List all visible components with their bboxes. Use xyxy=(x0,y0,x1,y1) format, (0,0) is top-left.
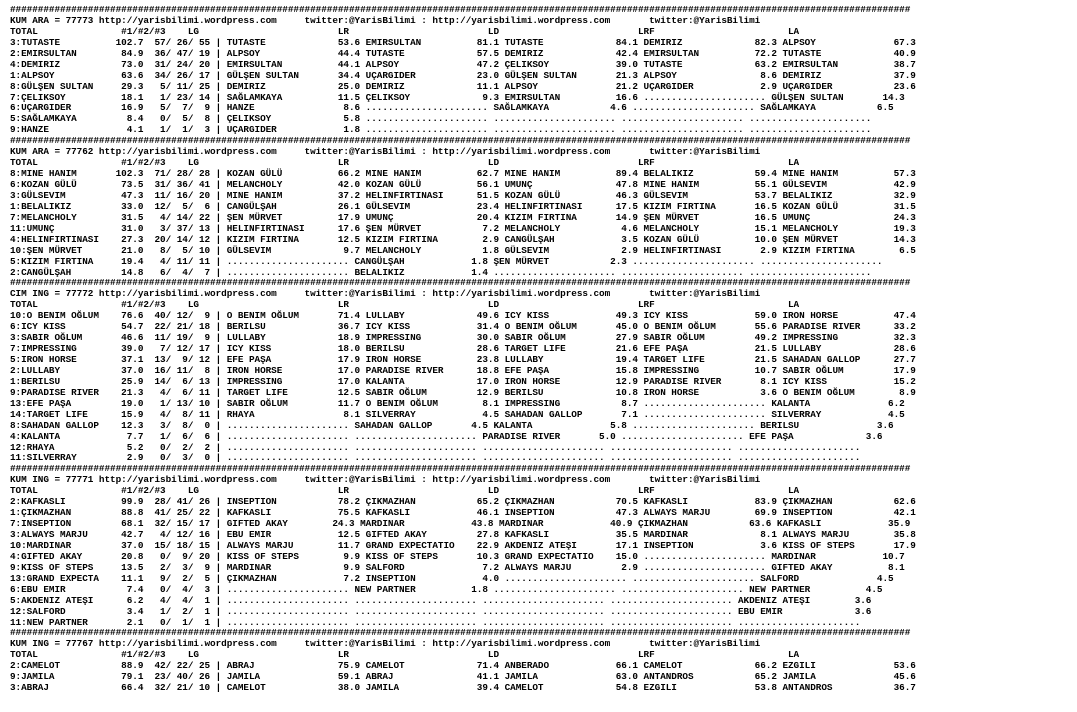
report-line: 12:SALFORD 3.4 1/ 2/ 1 | ...................... ...................... ...................... ...................... EBU EMIR 3.6 xyxy=(10,605,872,617)
report-line: TOTAL #1/#2/#3 LG LR LD LRF LA xyxy=(10,157,800,169)
report-line: 2:LULLABY 37.0 16/ 11/ 8 | IRON HORSE 17.0 PARADISE RIVER 18.8 EFE PAŞA 15.8 IMPRESSING 10.7 SABIR OĞLUM 17.9 xyxy=(10,364,916,376)
report-line: TOTAL #1/#2/#3 LG LR LD LRF LA xyxy=(10,485,800,497)
report-line: 3:ALWAYS MARJU 42.7 4/ 12/ 16 | EBU EMIR 12.5 GIFTED AKAY 27.8 KAFKASLI 35.5 MARDINAR 8.1 ALWAYS MARJU 35.8 xyxy=(10,529,916,540)
report-line: KUM ARA = 77762 http://yarisbilimi.wordpress.com twitter:@YarisBilimi : http://yarisbilimi.wordpress.com twitter:@YarisBilimi xyxy=(10,146,761,158)
report-line: ################################################################################################################################################################## xyxy=(10,463,911,475)
report-line: 9:JAMILA 79.1 23/ 40/ 26 | JAMILA 59.1 ABRAJ 41.1 JAMILA 63.0 ANTANDROS 65.2 JAMILA 45.6 xyxy=(10,671,916,683)
report-line: CIM ING = 77772 http://yarisbilimi.wordpress.com twitter:@YarisBilimi : http://yarisbilimi.wordpress.com twitter:@YarisBilimi xyxy=(10,288,761,300)
report-line: TOTAL #1/#2/#3 LG LR LD LRF LA xyxy=(10,299,800,311)
report-line: 13:EFE PAŞA 19.0 1/ 13/ 10 | SABIR OĞLUM 11.7 O BENIM OĞLUM 8.1 IMPRESSING 8.7 ...................... KALANTA 6.2 xyxy=(10,397,905,409)
report-line: 1:ALPSOY 63.6 34/ 26/ 17 | GÜLŞEN SULTAN 34.4 UÇARGIDER 23.0 GÜLŞEN SULTAN 21.3 ALPSOY 8.6 DEMIRIZ 37.9 xyxy=(10,69,916,81)
report-line: 1:ÇIKMAZHAN 88.8 41/ 25/ 22 | KAFKASLI 75.5 KAFKASLI 46.1 INSEPTION 47.3 ALWAYS MARJU 69.9 INSEPTION 42.1 xyxy=(10,507,916,519)
report-line: 4:DEMIRIZ 73.0 31/ 24/ 20 | EMIRSULTAN 44.1 ALPSOY 47.2 ÇELIKSOY 39.0 TUTASTE 63.2 EMIRSULTAN 38.7 xyxy=(10,58,916,70)
report-line: 6:UÇARGIDER 16.9 5/ 7/ 9 | HANZE 8.6 ...................... SAĞLAMKAYA 4.6 ...................... SAĞLAMKAYA 6.5 xyxy=(10,102,894,114)
report-line: 3:ABRAJ 66.4 32/ 21/ 10 | CAMELOT 38.0 JAMILA 39.4 CAMELOT 54.8 EZGILI 53.8 ANTANDROS 36.7 xyxy=(10,682,916,694)
report-line: 14:TARGET LIFE 15.9 4/ 8/ 11 | RHAYA 8.1 SILVERRAY 4.5 SAHADAN GALLOP 7.1 ...................... SILVERRAY 4.5 xyxy=(10,408,905,420)
report-line: TOTAL #1/#2/#3 LG LR LD LRF LA xyxy=(10,649,800,661)
report-line: 4:HELINFIRTINASI 27.3 20/ 14/ 12 | KIZIM FIRTINA 12.5 KIZIM FIRTINA 2.9 CANGÜLŞAH 3.5 KOZAN GÜLÜ 10.0 ŞEN MÜRVET 14.3 xyxy=(10,233,916,245)
report-line: 11:UMUNÇ 31.0 3/ 37/ 13 | HELINFIRTINASI 17.6 ŞEN MÜRVET 7.2 MELANCHOLY 4.6 MELANCHOLY 15.1 MELANCHOLY 19.3 xyxy=(10,222,916,234)
race-statistics-report xyxy=(10,5,916,694)
report-line: KUM ARA = 77773 http://yarisbilimi.wordpress.com twitter:@YarisBilimi : http://yarisbilimi.wordpress.com twitter:@YarisBilimi xyxy=(10,14,761,26)
report-line: 3:GÜLSEVIM 47.3 11/ 16/ 20 | MINE HANIM 37.2 HELINFIRTINASI 51.5 KOZAN GÜLÜ 46.3 GÜLSEVIM 53.7 BELALIKIZ 32.9 xyxy=(10,189,916,201)
report-line: 8:MINE HANIM 102.3 71/ 28/ 28 | KOZAN GÜLÜ 66.2 MINE HANIM 62.7 MINE HANIM 89.4 BELALIKIZ 59.4 MINE HANIM 57.3 xyxy=(10,168,916,180)
report-line: 6:ICY KISS 54.7 22/ 21/ 18 | BERILSU 36.7 ICY KISS 31.4 O BENIM OĞLUM 45.0 O BENIM OĞLUM 55.6 PARADISE RIVER 33.2 xyxy=(10,321,916,333)
report-line: 2:CANGÜLŞAH 14.8 6/ 4/ 7 | ...................... BELALIKIZ 1.4 ...................... ...................... ...................... xyxy=(10,266,872,278)
report-line: 4:KALANTA 7.7 1/ 6/ 6 | ...................... ...................... PARADISE RIVER 5.0 ...................... EFE PAŞA 3.6 xyxy=(10,430,883,442)
report-line: 5:AKDENIZ ATEŞI 6.2 4/ 4/ 1 | ...................... ...................... ...................... ...................... AKDENIZ ATEŞI 3.6 xyxy=(10,594,872,606)
report-line: 4:GIFTED AKAY 20.8 0/ 9/ 20 | KISS OF STEPS 9.9 KISS OF STEPS 10.3 GRAND EXPECTATIO 15.0 ...................... MARDINAR 10.7 xyxy=(10,550,905,562)
report-line: 6:EBU EMIR 7.4 0/ 4/ 3 | ...................... NEW PARTNER 1.8 ...................... ...................... NEW PARTNER 4.5 xyxy=(10,583,883,595)
report-line: ################################################################################################################################################################## xyxy=(10,4,911,15)
report-line: 7:ÇELIKSOY 18.1 1/ 23/ 14 | SAĞLAMKAYA 11.5 ÇELIKSOY 9.3 EMIRSULTAN 16.6 ...................... GÜLŞEN SULTAN 14.3 xyxy=(10,91,905,103)
report-line: 13:GRAND EXPECTA 11.1 9/ 2/ 5 | ÇIKMAZHAN 7.2 INSEPTION 4.0 ...................... ...................... SALFORD 4.5 xyxy=(10,572,894,584)
report-line: 7:IMPRESSING 39.0 7/ 12/ 17 | ICY KISS 18.0 BERILSU 28.6 TARGET LIFE 21.6 EFE PAŞA 21.5 LULLABY 28.6 xyxy=(10,343,916,355)
report-line: ################################################################################################################################################################## xyxy=(10,135,911,147)
report-line: ################################################################################################################################################################## xyxy=(10,627,911,639)
report-line: 3:SABIR OĞLUM 46.6 11/ 19/ 9 | LULLABY 18.9 IMPRESSING 30.0 SABIR OĞLUM 27.9 SABIR OĞLUM 49.2 IMPRESSING 32.3 xyxy=(10,332,916,344)
report-line: ################################################################################################################################################################## xyxy=(10,277,911,289)
report-line: 2:CAMELOT 88.9 42/ 22/ 25 | ABRAJ 75.9 CAMELOT 71.4 ANBERADO 66.1 CAMELOT 66.2 EZGILI 53.6 xyxy=(10,660,916,672)
report-line: 11:SILVERRAY 2.9 0/ 3/ 0 | ...................... ...................... ...................... ...................... ...................... xyxy=(10,452,861,464)
report-line: 6:KOZAN GÜLÜ 73.5 31/ 36/ 41 | MELANCHOLY 42.0 KOZAN GÜLÜ 56.1 UMUNÇ 47.8 MINE HANIM 55.1 GÜLSEVIM 42.9 xyxy=(10,179,916,190)
report-line: 8:GÜLŞEN SULTAN 29.3 5/ 11/ 25 | DEMIRIZ 25.0 DEMIRIZ 11.1 ALPSOY 21.2 UÇARGIDER 2.9 UÇARGIDER 23.6 xyxy=(10,80,916,92)
report-line: 2:KAFKASLI 99.9 28/ 41/ 26 | INSEPTION 78.2 ÇIKMAZHAN 65.2 ÇIKMAZHAN 70.5 KAFKASLI 83.9 ÇIKMAZHAN 62.6 xyxy=(10,496,916,508)
report-line: 12:RHAYA 5.2 0/ 2/ 2 | ...................... ...................... ...................... ...................... ...................... xyxy=(10,441,861,453)
report-line: 9:HANZE 4.1 1/ 1/ 3 | UÇARGIDER 1.8 ...................... ...................... ...................... ...................... xyxy=(10,124,872,136)
report-line: 7:MELANCHOLY 31.5 4/ 14/ 22 | ŞEN MÜRVET 17.9 UMUNÇ 20.4 KIZIM FIRTINA 14.9 ŞEN MÜRVET 16.5 UMUNÇ 24.3 xyxy=(10,211,916,223)
report-line: 7:INSEPTION 68.1 32/ 15/ 17 | GIFTED AKAY 24.3 MARDINAR 43.8 MARDINAR 40.9 ÇIKMAZHAN 63.6 KAFKASLI 35.9 xyxy=(10,518,911,530)
report-line: 5:IRON HORSE 37.1 13/ 9/ 12 | EFE PAŞA 17.9 IRON HORSE 23.8 LULLABY 19.4 TARGET LIFE 21.5 SAHADAN GALLOP 27.7 xyxy=(10,354,916,365)
report-line: 5:SAĞLAMKAYA 8.4 0/ 5/ 8 | ÇELIKSOY 5.8 ...................... ...................... ...................... ...................... xyxy=(10,113,872,125)
report-line: 10:O BENIM OĞLUM 76.6 40/ 12/ 9 | O BENIM OĞLUM 71.4 LULLABY 49.6 ICY KISS 49.3 ICY KISS 59.0 IRON HORSE 47.4 xyxy=(10,310,916,322)
report-line: 9:KISS OF STEPS 13.5 2/ 3/ 9 | MARDINAR 9.9 SALFORD 7.2 ALWAYS MARJU 2.9 ...................... GIFTED AKAY 8.1 xyxy=(10,561,905,573)
report-line: 2:EMIRSULTAN 84.9 36/ 47/ 19 | ALPSOY 44.4 TUTASTE 57.5 DEMIRIZ 42.4 EMIRSULTAN 72.2 TUTASTE 40.9 xyxy=(10,47,916,59)
report-line: 3:TUTASTE 102.7 57/ 26/ 55 | TUTASTE 53.6 EMIRSULTAN 81.1 TUTASTE 84.1 DEMIRIZ 82.3 ALPSOY 67.3 xyxy=(10,36,916,48)
report-line: 5:KIZIM FIRTINA 19.4 4/ 11/ 11 | ...................... CANGÜLŞAH 1.8 ŞEN MÜRVET 2.3 ...................... ...................... xyxy=(10,255,883,267)
report-line: 11:NEW PARTNER 2.1 0/ 1/ 1 | ...................... ...................... ...................... ...................... ...................... xyxy=(10,616,861,628)
report-line: 8:SAHADAN GALLOP 12.3 3/ 8/ 0 | ...................... SAHADAN GALLOP 4.5 KALANTA 5.8 ...................... BERILSU 3.6 xyxy=(10,419,894,431)
report-line: 1:BELALIKIZ 33.0 12/ 5/ 6 | CANGÜLŞAH 26.1 GÜLSEVIM 23.4 HELINFIRTINASI 17.5 KIZIM FIRTINA 16.5 KOZAN GÜLÜ 31.5 xyxy=(10,200,916,212)
report-line: TOTAL #1/#2/#3 LG LR LD LRF LA xyxy=(10,25,800,37)
report-line: 9:PARADISE RIVER 21.3 4/ 6/ 11 | TARGET LIFE 12.5 SABIR OĞLUM 12.9 BERILSU 10.8 IRON HORSE 3.6 O BENIM OĞLUM 8.9 xyxy=(10,386,916,398)
report-line: KUM ING = 77767 http://yarisbilimi.wordpress.com twitter:@YarisBilimi : http://yarisbilimi.wordpress.com twitter:@YarisBilimi xyxy=(10,638,761,650)
report-line: 1:BERILSU 25.9 14/ 6/ 13 | IMPRESSING 17.0 KALANTA 17.0 IRON HORSE 12.9 PARADISE RIVER 8.1 ICY KISS 15.2 xyxy=(10,375,916,387)
report-line: 10:MARDINAR 37.0 15/ 18/ 15 | ALWAYS MARJU 11.7 GRAND EXPECTATIO 22.9 AKDENIZ ATEŞI 17.1 INSEPTION 3.6 KISS OF STEPS 17.9 xyxy=(10,539,916,551)
report-line: KUM ING = 77771 http://yarisbilimi.wordpress.com twitter:@YarisBilimi : http://yarisbilimi.wordpress.com twitter:@YarisBilimi xyxy=(10,474,761,486)
report-line: 10:ŞEN MÜRVET 21.0 8/ 5/ 10 | GÜLSEVIM 9.7 MELANCHOLY 1.8 GÜLSEVIM 2.9 HELINFIRTINASI 2.9 KIZIM FIRTINA 6.5 xyxy=(10,244,916,256)
